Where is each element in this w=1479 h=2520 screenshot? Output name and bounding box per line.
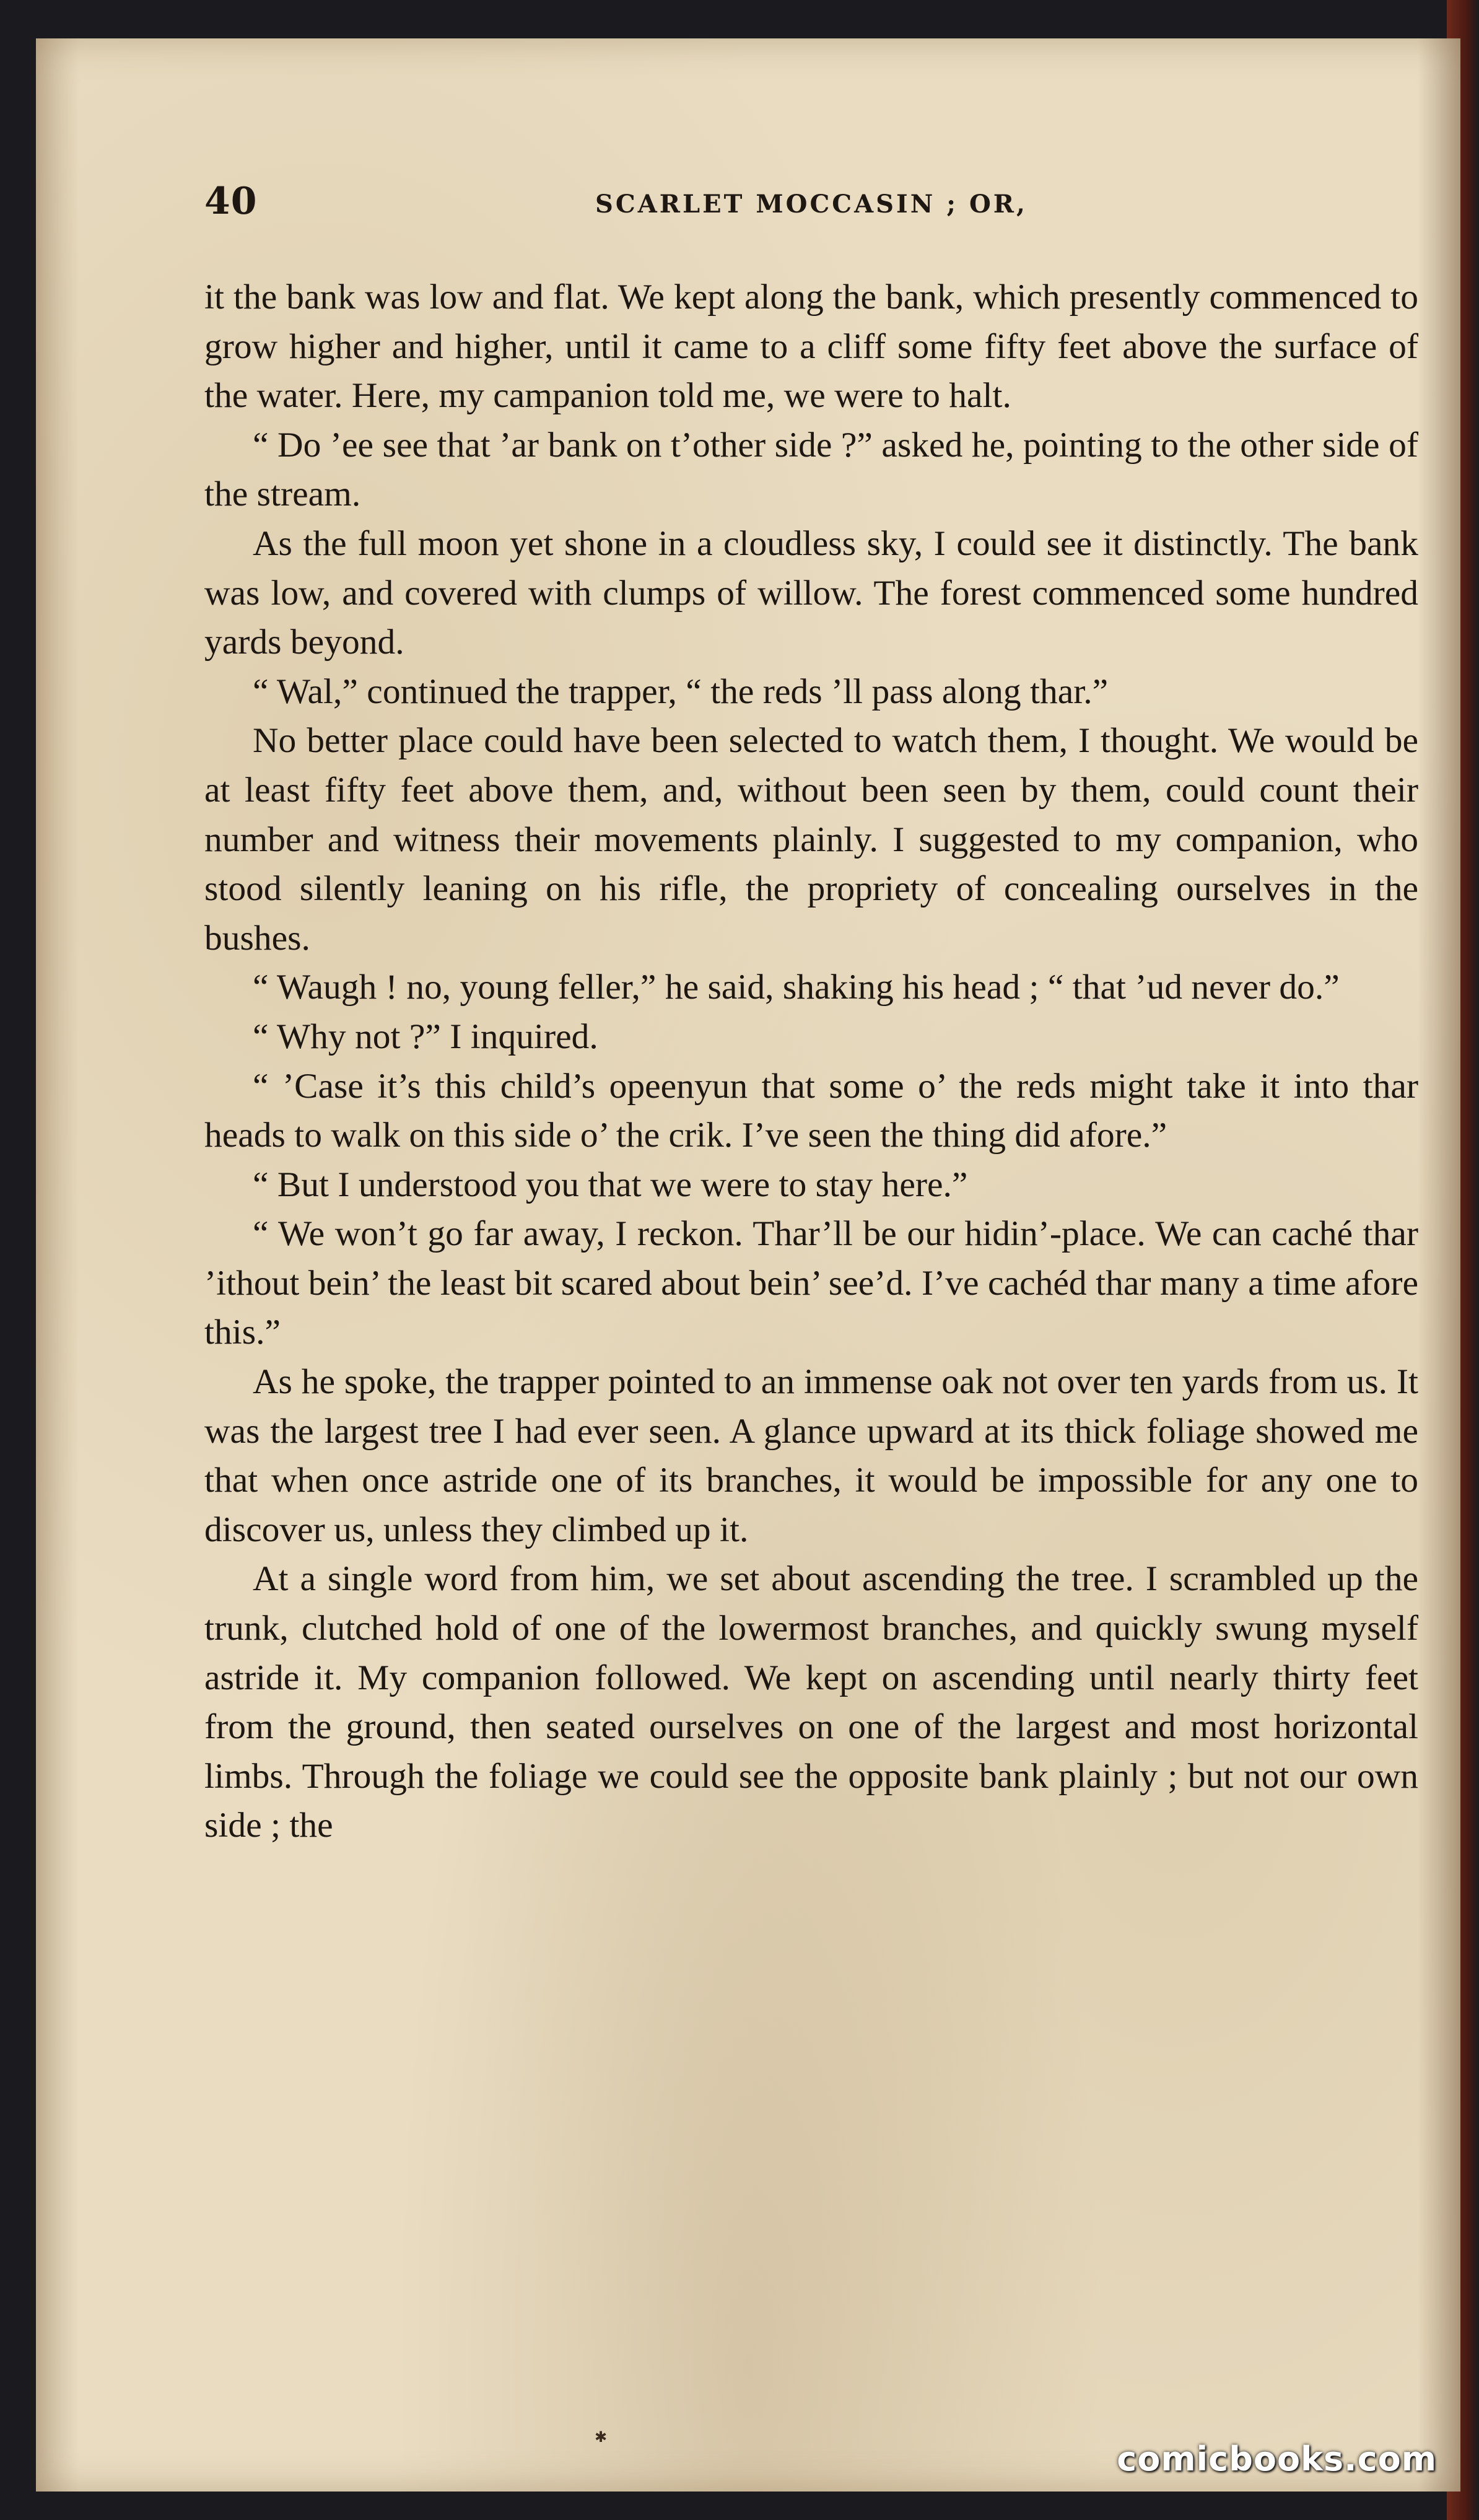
- paragraph: “ Do ’ee see that ’ar bank on t’other side ?” asked he, pointing to the other side of the stream.: [204, 425, 1418, 514]
- page-header: [204, 180, 1418, 235]
- paragraph: “ We won’t go far away, I reckon. Thar’ll be our hidin’-place. We can caché thar ’ithout bein’ the least bit scared about bein’ see’d. I’ve cachéd thar many a time afore this.”: [204, 1214, 1418, 1352]
- paragraph: At a single word from him, we set about ascending the tree. I scrambled up the trunk, clutched hold of one of the lowermost branches, and quickly swung myself astride it. My companion followed. We kept on ascending until nearly thirty feet from the ground, then seated ourselves on one of the largest and most horizontal limbs. Through the foliage we could see the opposite bank plainly ; but not our own side ; the: [204, 1559, 1418, 1845]
- body-text: [204, 273, 1418, 1850]
- page-number: 40: [204, 180, 258, 223]
- paragraph: “ Waugh ! no, young feller,” he said, shaking his head ; “ that ’ud never do.”: [253, 968, 1340, 1007]
- paragraph: As he spoke, the trapper pointed to an immense oak not over ten yards from us. It was the largest tree I had ever seen. A glance upward at its thick foliage showed me that when once astride one of its branches, it would be impossible for any one to discover us, unless they climbed up it.: [204, 1362, 1418, 1549]
- printers-mark: ✱: [595, 2428, 608, 2446]
- running-title: SCARLET MOCCASIN ; OR,: [595, 190, 1027, 219]
- paragraph: “ Wal,” continued the trapper, “ the reds ’ll pass along thar.”: [253, 672, 1109, 711]
- paragraph: As the full moon yet shone in a cloudless sky, I could see it distinctly. The bank was low, and covered with clumps of willow. The forest commenced some hundred yards beyond.: [204, 523, 1418, 662]
- paragraph: it the bank was low and flat. We kept along the bank, which presently commenced to grow higher and higher, until it came to a cliff some fifty feet above the surface of the water. Here, my campanion told me, we were to halt.: [204, 278, 1418, 416]
- paragraph: “ Why not ?” I inquired.: [253, 1017, 598, 1056]
- site-watermark: comicbooks.com: [1117, 2439, 1437, 2478]
- paragraph: No better place could have been selected to watch them, I thought. We would be at least fifty feet above them, and, without been seen by them, could count their number and witness their movements plainly. I suggested to my companion, who stood silently leaning on his rifle, the propriety of concealing ourselves in the bushes.: [204, 721, 1418, 958]
- paragraph: “ ’Case it’s this child’s opeenyun that some o’ the reds might take it into thar heads to walk on this side o’ the crik. I’ve seen the thing did afore.”: [204, 1066, 1418, 1155]
- paragraph: “ But I understood you that we were to stay here.”: [253, 1165, 968, 1204]
